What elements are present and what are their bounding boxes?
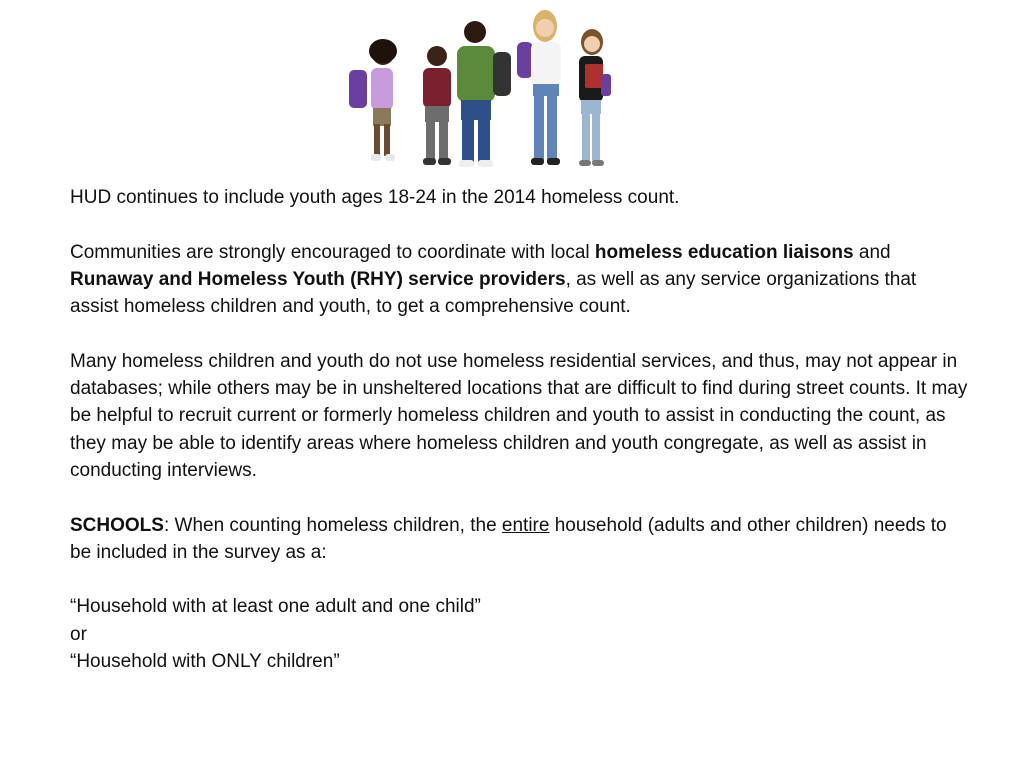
household-or: or xyxy=(70,623,87,645)
child-figure xyxy=(457,21,511,167)
child-figure xyxy=(423,46,451,165)
entire-term: entire xyxy=(501,514,550,536)
coordinate-text-3: , as well as any service organizations that assist homeless children and youth, to get a comprehensive count. xyxy=(70,268,917,318)
intro-text: HUD continues to include youth ages 18-24 in the 2014 homeless count. xyxy=(70,187,680,208)
many-paragraph xyxy=(70,348,970,484)
coordinate-text-2: and xyxy=(853,241,891,263)
group-of-children-icon xyxy=(345,4,635,174)
schools-text-2: household (adults and other children) needs to be included in the survey as a: xyxy=(70,514,947,563)
household-option-2: “Household with ONLY children” xyxy=(70,651,340,673)
homeless-education-liaisons-term: homeless education liaisons xyxy=(594,241,854,263)
intro-paragraph xyxy=(70,184,970,211)
coordinate-text-1: Communities are strongly encouraged to coordinate with local xyxy=(70,241,595,263)
many-text: Many homeless children and youth do not use homeless residential services, and thus, may not appear in databases; while others may be in unsheltered locations that are difficult to find during street counts. It may be helpful to recruit current or formerly homeless children and youth to assist in conducting the count, as they may be able to identify areas where homeless children and youth congregate, as well as assist in conducting interviews. xyxy=(70,350,968,481)
children-group-image xyxy=(345,4,635,174)
coordinate-paragraph xyxy=(70,239,970,321)
rhy-service-providers-term: Runaway and Homeless Youth (RHY) service providers xyxy=(70,268,566,290)
schools-text-1: : When counting homeless children, the xyxy=(163,514,502,536)
child-figure xyxy=(349,39,397,161)
slide-body xyxy=(70,184,970,675)
household-option-1: “Household with at least one adult and one child” xyxy=(70,596,481,618)
schools-label: SCHOOLS xyxy=(70,514,164,536)
schools-paragraph xyxy=(70,512,970,567)
child-figure xyxy=(579,29,611,166)
child-figure xyxy=(517,10,561,165)
